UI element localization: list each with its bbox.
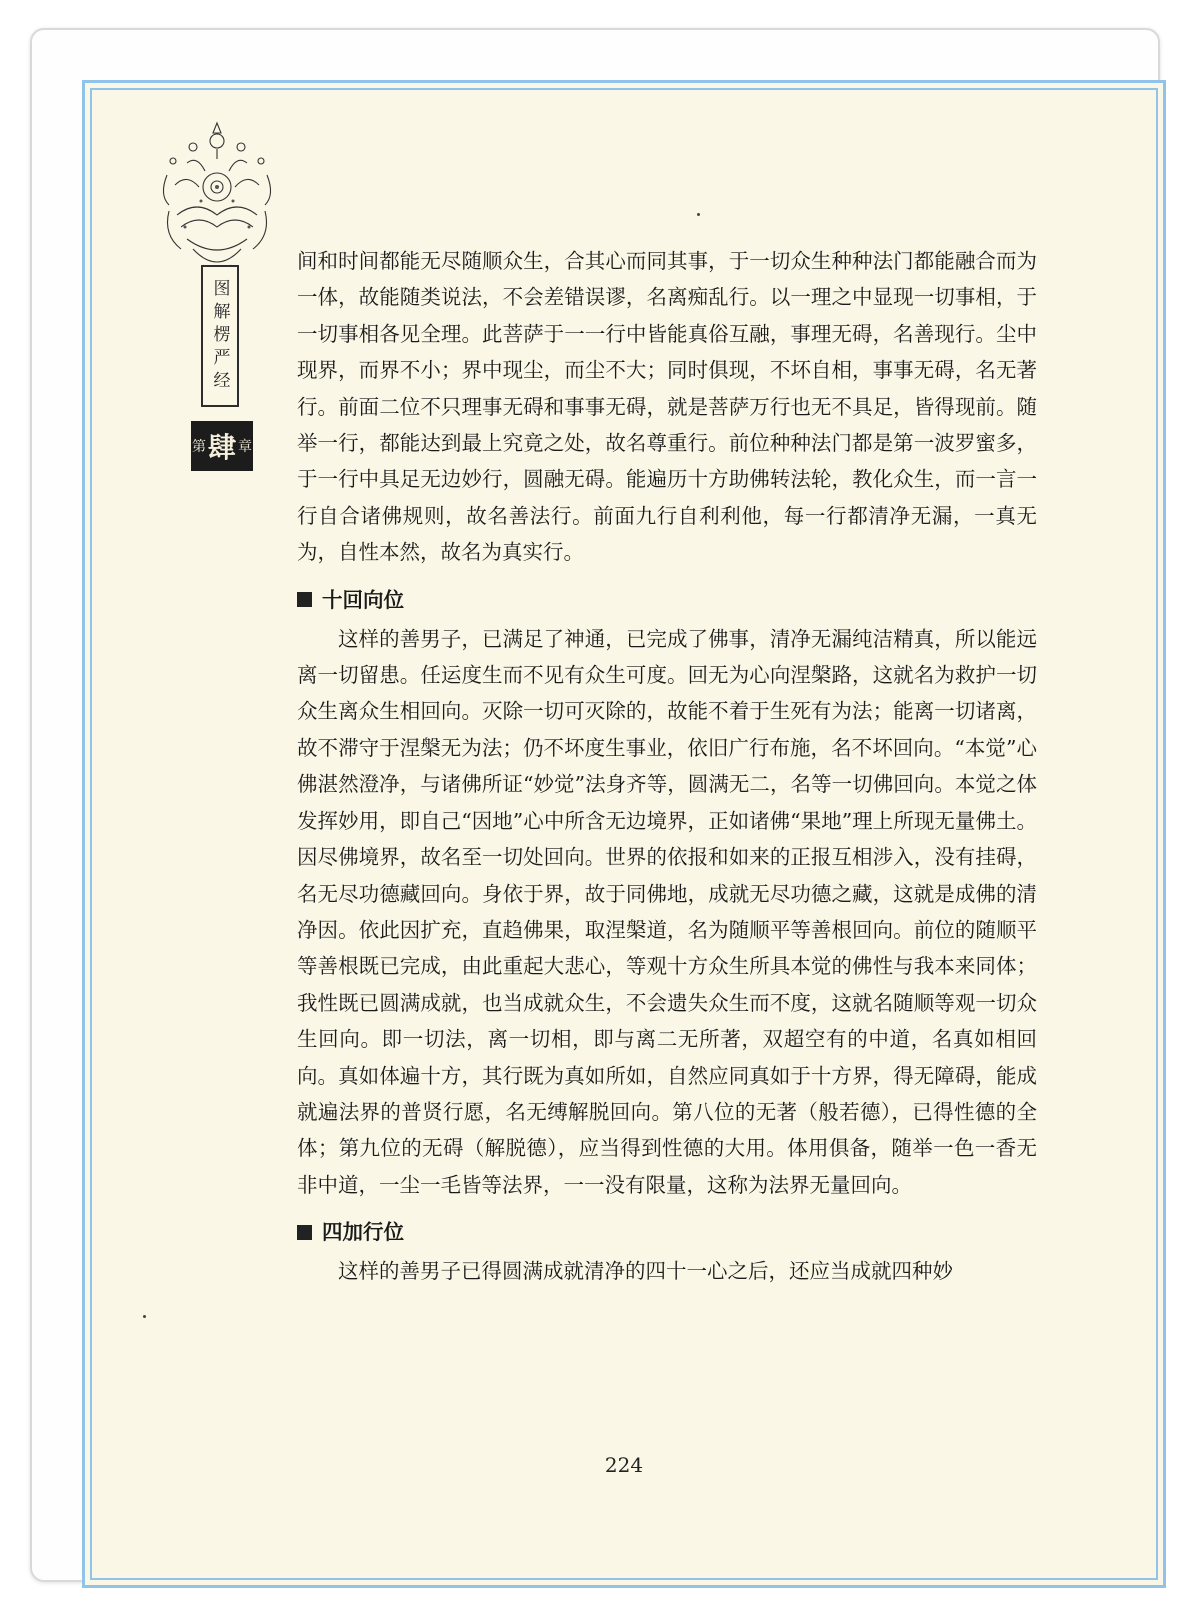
main-text xyxy=(297,243,1037,1290)
section-heading-2 xyxy=(297,1215,1037,1249)
book-title-text: 图解楞严经 xyxy=(209,278,230,394)
section-heading-1 xyxy=(297,583,1037,617)
book-page xyxy=(82,80,1166,1588)
section-1-paragraph: 这样的善男子，已满足了神通，已完成了佛事，清净无漏纯洁精真，所以能远离一切留患。任运度生而不见有众生可度。回无为心向涅槃路，这就名为救护一切众生离众生相回向。灭除一切可灭除的，故能不着于生死有为法；能离一切诸离，故不滞守于涅槃无为法；仍不坏度生事业，依旧广行布施，名不坏回向。“本觉”心佛湛然澄净，与诸佛所证“妙觉”法身齐等，圆满无二，名等一切佛回向。本觉之体发挥妙用，即自己“因地”心中所含无边境界，正如诸佛“果地”理上所现无量佛土。因尽佛境界，故名至一切处回向。世界的依报和如来的正报互相涉入，没有挂碍，名无尽功德藏回向。身依于界，故于同佛地，成就无尽功德之藏，这就是成佛的清净因。依此因扩充，直趋佛果，取涅槃道，名为随顺平等善根回向。前位的随顺平等善根既已完成，由此重起大悲心，等观十方众生所具本觉的佛性与我本来同体；我性既已圆满成就，也当成就众生，不会遗失众生而不度，这就名随顺等观一切众生回向。即一切法，离一切相，即与离二无所著，双超空有的中道，名真如相回向。真如体遍十方，其行既为真如所如，自然应同真如于十方界，得无障碍，能成就遍法界的普贤行愿，名无缚解脱回向。第八位的无著（般若德），已得性德的全体；第九位的无碍（解脱德），应当得到性德的大用。体用俱备，随举一色一香无非中道，一尘一毛皆等法界，一一没有限量，这称为法界无量回向。 xyxy=(297,626,1037,1197)
chapter-prefix: 第 xyxy=(191,439,206,455)
paper-speck xyxy=(143,1315,146,1318)
chapter-number: 肆 xyxy=(207,431,236,464)
book-title-label xyxy=(201,265,239,407)
intro-paragraph: 间和时间都能无尽随顺众生，合其心而同其事，于一切众生种种法门都能融合而为一体，故能随类说法，不会差错误谬，名离痴乱行。以一理之中显现一切事相，于一切事相各见全理。此菩萨于一一行中皆能真俗互融，事理无碍，名善现行。尘中现界，而界不小；界中现尘，而尘不大；同时俱现，不坏自相，事事无碍，名无著行。前面二位不只理事无碍和事事无碍，就是菩萨万行也无不具足，皆得现前。随举一行，都能达到最上究竟之处，故名尊重行。前位种种法门都是第一波罗蜜多，于一行中具足无边妙行，圆融无碍。能遍历十方助佛转法轮，教化众生，而一言一行自合诸佛规则，故名善法行。前面九行自利利他，每一行都清净无漏，一真无为，自性本然，故名为真实行。 xyxy=(297,249,1037,565)
page-number: 224 xyxy=(604,1453,644,1477)
section-heading-2-text: 四加行位 xyxy=(322,1220,404,1245)
square-bullet-icon xyxy=(297,592,312,607)
chapter-badge xyxy=(191,421,253,471)
square-bullet-icon xyxy=(297,1225,312,1240)
section-heading-1-text: 十回向位 xyxy=(322,587,404,612)
page-card xyxy=(30,28,1160,1582)
chapter-suffix: 章 xyxy=(238,439,252,455)
lotus-buddha-ornament-icon xyxy=(157,115,277,345)
paper-speck xyxy=(697,213,700,216)
section-2-paragraph: 这样的善男子已得圆满成就清净的四十一心之后，还应当成就四种妙 xyxy=(338,1259,953,1284)
